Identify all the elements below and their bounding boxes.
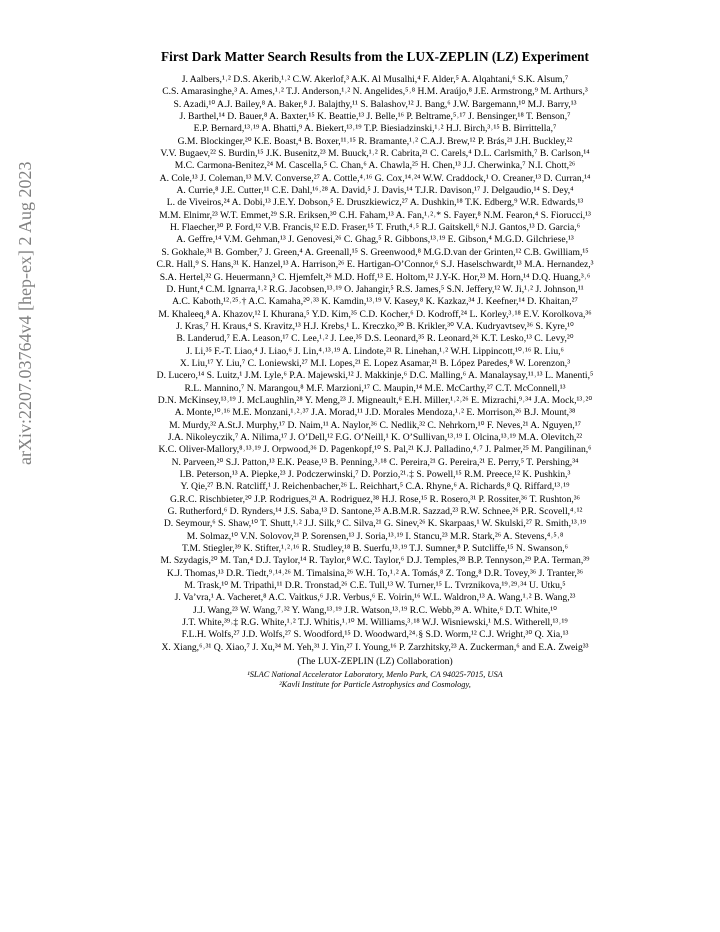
author-line: K.J. Thomas,¹³ D.R. Tiedt,⁹˒¹⁴˒²⁶ M. Timalsina,²⁶ W.H. To,¹˒² A. Tomás,⁸ Z. Tong,⁸ D.R. Tovey,³⁶ J. Tranter,³⁶ xyxy=(166,567,584,579)
author-line: M. Murdy,³² A.St.J. Murphy,¹⁷ D. Naim,¹¹ A. Naylor,³⁶ C. Nedlik,³² C. Nehrkorn,¹⁰ F. Neves,²¹ A. Nguyen,¹⁷ xyxy=(169,419,581,431)
paper-title: First Dark Matter Search Results from the LUX-ZEPLIN (LZ) Experiment xyxy=(161,49,589,64)
collaboration-name: (The LUX-ZEPLIN (LZ) Collaboration) xyxy=(297,656,453,668)
author-line: J. Kras,⁷ H. Kraus,⁴ S. Kravitz,¹³ H.J. Krebs,¹ L. Kreczko,³⁰ B. Krikler,³⁰ V.A. Kudryavtsev,³⁶ S. Kyre,¹⁰ xyxy=(176,320,574,332)
author-line: K.C. Oliver-Mallory,⁸˒¹³˒¹⁹ J. Orpwood,³⁶ D. Pagenkopf,¹⁰ S. Pal,²¹ K.J. Palladino,⁴˒⁷ J. Palmer,²⁵ M. Pangilinan,⁶ xyxy=(158,444,592,456)
author-line: D.N. McKinsey,¹³˒¹⁹ J. McLaughlin,²⁸ Y. Meng,²³ J. Migneault,⁶ E.H. Miller,¹˒²˒²⁶ E. Mizrachi,⁹˒³⁴ J.A. Mock,¹³˒²⁰ xyxy=(157,394,593,406)
author-line: A. Currie,⁸ J.E. Cutter,¹¹ C.E. Dahl,¹⁶˒²⁸ A. David,⁵ J. Davis,¹⁴ T.J.R. Davison,¹⁷ J. Delgaudio,¹⁴ S. Dey,⁴ xyxy=(176,185,574,197)
author-line: J.J. Wang,²³ W. Wang,⁷˒³² Y. Wang,¹³˒¹⁹ J.R. Watson,¹³˒¹⁹ R.C. Webb,³⁹ A. White,⁶ D.T. White,¹⁰ xyxy=(193,604,557,616)
author-line: J.A. Nikoleyczik,⁷ A. Nilima,¹⁷ J. O’Dell,¹² F.G. O’Neill,¹ K. O’Sullivan,¹³˒¹⁹ I. Olcina,¹³˒¹⁹ M.A. Olevitch,²² xyxy=(167,431,583,443)
arxiv-identifier: arXiv:2207.03764v4 [hep-ex] 2 Aug 2023 xyxy=(15,161,35,465)
author-line: M. Szydagis,²⁰ M. Tan,⁴ D.J. Taylor,¹⁴ R. Taylor,⁸ W.C. Taylor,⁶ D.J. Temples,²⁸ B.P. Tennyson,²⁹ P.A. Terman,³⁹ xyxy=(160,555,590,567)
author-line: A. Geffre,¹⁴ V.M. Gehman,¹³ J. Genovesi,²⁶ C. Ghag,⁵ R. Gibbons,¹³˒¹⁹ E. Gibson,⁴ M.G.D. Gilchriese,¹³ xyxy=(176,234,574,246)
author-line: H. Flaecher,³⁰ P. Ford,¹² V.B. Francis,¹² E.D. Fraser,¹⁵ T. Fruth,⁴˒⁵ R.J. Gaitskell,⁶ N.J. Gantos,¹³ D. Garcia,⁶ xyxy=(169,222,581,234)
author-line: D. Seymour,⁶ S. Shaw,¹⁰ T. Shutt,¹˒² J.J. Silk,⁹ C. Silva,²¹ G. Sinev,²⁶ K. Skarpaas,¹ W. Skulski,²⁷ R. Smith,¹³˒¹⁹ xyxy=(163,518,587,530)
author-line: T.M. Stiegler,³⁹ K. Stifter,¹˒²˒¹⁶ R. Studley,¹⁸ B. Suerfu,¹³˒¹⁹ T.J. Sumner,⁸ P. Sutcliffe,¹⁵ N. Swanson,⁶ xyxy=(181,543,569,555)
author-line: G.R.C. Rischbieter,²⁰ J.P. Rodrigues,²¹ A. Rodriguez,³⁸ H.J. Rose,¹⁵ R. Rosero,³¹ P. Rossiter,³⁶ T. Rushton,³⁶ xyxy=(169,493,581,505)
author-line: M. Solmaz,¹⁰ V.N. Solovov,²¹ P. Sorensen,¹³ J. Soria,¹³˒¹⁹ I. Stancu,²³ M.R. Stark,²⁶ A. Stevens,⁴˒⁵˒⁸ xyxy=(186,530,564,542)
affiliation-line: ²Kavli Institute for Particle Astrophysics and Cosmology, xyxy=(279,680,471,690)
author-line: J. Li,³⁵ F.-T. Liao,⁴ J. Liao,⁶ J. Lin,⁴˒¹³˒¹⁹ A. Lindote,²¹ R. Linehan,¹˒² W.H. Lippincott,¹⁰˒¹⁶ R. Liu,⁶ xyxy=(186,345,564,357)
author-line: D. Hunt,⁴ C.M. Ignarra,¹˒² R.G. Jacobsen,¹³˒¹⁹ O. Jahangir,⁵ R.S. James,⁵ S.N. Jeffery,¹² W. Ji,¹˒² J. Johnson,¹¹ xyxy=(166,283,584,295)
affiliation-line: ¹SLAC National Accelerator Laboratory, Menlo Park, CA 94025-7015, USA xyxy=(247,670,503,680)
author-line: B. Landerud,⁷ E.A. Leason,¹⁷ C. Lee,¹˒² J. Lee,³⁵ D.S. Leonard,³⁵ R. Leonard,²⁶ K.T. Lesko,¹³ C. Levy,²⁰ xyxy=(176,333,574,345)
author-line: A. Monte,¹⁰˒¹⁶ M.E. Monzani,¹˒²˒³⁷ J.A. Morad,¹¹ J.D. Morales Mendoza,¹˒² E. Morrison,²⁶ B.J. Mount,³⁸ xyxy=(174,407,576,419)
author-line: C.S. Amarasinghe,³ A. Ames,¹˒² T.J. Anderson,¹˒² N. Angelides,⁵˒⁸ H.M. Araújo,⁸ J.E. Armstrong,⁹ M. Arthurs,³ xyxy=(162,86,588,98)
author-line: V.V. Bugaev,²² S. Burdin,¹⁵ J.K. Busenitz,²³ M. Buuck,¹˒² R. Cabrita,²¹ C. Carels,⁴ D.L. Carlsmith,⁷ B. Carlson,¹⁴ xyxy=(160,148,590,160)
author-line: L. de Viveiros,²⁴ A. Dobi,¹³ J.E.Y. Dobson,⁵ E. Druszkiewicz,²⁷ A. Dushkin,¹⁸ T.K. Edberg,⁹ W.R. Edwards,¹³ xyxy=(166,197,584,209)
author-line: S. Gokhale,³¹ B. Gomber,⁷ J. Green,⁴ A. Greenall,¹⁵ S. Greenwood,⁸ M.G.D.van der Grinten,¹² C.B. Gwilliam,¹⁵ xyxy=(161,246,589,258)
author-line: I.B. Peterson,¹³ A. Piepke,²³ J. Podczerwinski,⁷ D. Porzio,²¹˒‡ S. Powell,¹⁵ R.M. Preece,¹² K. Pushkin,³ xyxy=(179,469,571,480)
author-line: J. Barthel,¹⁴ D. Bauer,⁸ A. Baxter,¹⁵ K. Beattie,¹³ J. Belle,¹⁶ P. Beltrame,⁵˒¹⁷ J. Bensinger,¹⁸ T. Benson,⁷ xyxy=(179,111,571,123)
paper-header xyxy=(70,48,680,690)
author-line: N. Parveen,²⁰ S.J. Patton,¹³ E.K. Pease,¹³ B. Penning,³˒¹⁸ C. Pereira,²¹ G. Pereira,²¹ E. Perry,⁵ T. Pershing,³⁴ xyxy=(171,456,579,468)
author-line: G.M. Blockinger,²⁰ K.E. Boast,⁴ B. Boxer,¹¹˒¹⁵ R. Bramante,¹˒² C.A.J. Brew,¹² P. Brás,²¹ J.H. Buckley,²² xyxy=(177,135,573,147)
author-line: G. Rutherford,⁶ D. Rynders,¹⁴ J.S. Saba,¹³ D. Santone,²⁵ A.B.M.R. Sazzad,²³ R.W. Schnee,²⁶ P.R. Scovell,⁴˒¹² xyxy=(167,506,583,518)
author-line: M. Trask,¹⁰ M. Tripathi,¹¹ D.R. Tronstad,²⁶ C.E. Tull,¹³ W. Turner,¹⁵ L. Tvrznikova,¹⁹˒²⁹˒³⁴ U. Utku,⁵ xyxy=(184,580,566,592)
author-line: Y. Qie,²⁷ B.N. Ratcliff,¹ J. Reichenbacher,²⁶ L. Reichhart,⁵ C.A. Rhyne,⁶ A. Richards,⁸ Q. Riffard,¹³˒¹⁹ xyxy=(180,481,570,493)
author-line: X. Xiang,⁶˒³¹ Q. Xiao,⁷ J. Xu,³⁴ M. Yeh,³¹ J. Yin,²⁷ I. Young,¹⁶ P. Zarzhitsky,²³ A. Zuckerman,⁶ and E.A. Zweig³³ xyxy=(161,641,589,653)
author-line: D. Lucero,¹⁴ S. Luitz,¹ J.M. Lyle,⁶ P.A. Majewski,¹² J. Makkinje,⁶ D.C. Malling,⁶ A. Manalaysay,¹¹˒¹³ L. Manenti,⁵ xyxy=(156,370,594,382)
author-line: X. Liu,¹⁷ Y. Liu,⁷ C. Loniewski,²⁷ M.I. Lopes,²¹ E. Lopez Asamar,²¹ B. López Paredes,⁸ W. Lorenzon,³ xyxy=(179,357,571,369)
author-line: E.P. Bernard,¹³˒¹⁹ A. Bhatti,⁹ A. Biekert,¹³˒¹⁹ T.P. Biesiadzinski,¹˒² H.J. Birch,³˒¹⁵ B. Birrittella,⁷ xyxy=(193,123,557,135)
author-line: A.C. Kaboth,¹²˒²⁵˒† A.C. Kamaha,²⁰˒³³ K. Kamdin,¹³˒¹⁹ V. Kasey,⁸ K. Kazkaz,³⁴ J. Keefner,¹⁴ D. Khaitan,²⁷ xyxy=(172,296,578,308)
author-line: M.C. Carmona-Benitez,²⁴ M. Cascella,⁵ C. Chan,⁶ A. Chawla,²⁵ H. Chen,¹³ J.J. Cherwinka,⁷ N.I. Chott,²⁶ xyxy=(174,160,576,172)
author-line: S.A. Hertel,³² G. Heuermann,³ C. Hjemfelt,²⁶ M.D. Hoff,¹³ E. Holtom,¹² J.Y-K. Hor,²³ M. Horn,¹⁴ D.Q. Huang,³˒⁶ xyxy=(159,271,591,283)
author-line: R.L. Mannino,⁷ N. Marangou,⁸ M.F. Marzioni,¹⁷ C. Maupin,¹⁴ M.E. McCarthy,²⁷ C.T. McConnell,¹³ xyxy=(184,382,566,394)
author-list xyxy=(70,74,680,654)
author-line: M. Khaleeq,⁸ A. Khazov,¹² I. Khurana,⁵ Y.D. Kim,³⁵ C.D. Kocher,⁶ D. Kodroff,²⁴ L. Korley,³˒¹⁸ E.V. Korolkova,³⁶ xyxy=(158,308,592,320)
author-line: F.L.H. Wolfs,²⁷ J.D. Wolfs,²⁷ S. Woodford,¹⁵ D. Woodward,²⁴˒§ S.D. Worm,¹² C.J. Wright,³⁰ Q. Xia,¹³ xyxy=(181,629,569,641)
author-line: A. Cole,¹³ J. Coleman,¹³ M.V. Converse,²⁷ A. Cottle,⁴˒¹⁶ G. Cox,¹⁴˒²⁴ W.W. Craddock,¹ O. Creaner,¹³ D. Curran,¹⁴ xyxy=(159,172,591,184)
author-line: M.M. Elnimr,²³ W.T. Emmet,²⁹ S.R. Eriksen,³⁰ C.H. Faham,¹³ A. Fan,¹˒²˒* S. Fayer,⁸ N.M. Fearon,⁴ S. Fiorucci,¹³ xyxy=(159,209,591,221)
author-line: J. Va’vra,¹ A. Vacheret,⁸ A.C. Vaitkus,⁶ J.R. Verbus,⁶ E. Voirin,¹⁶ W.L. Waldron,¹³ A. Wang,¹˒² B. Wang,²³ xyxy=(174,592,576,604)
author-line: C.R. Hall,⁹ S. Hans,³¹ K. Hanzel,¹³ A. Harrison,²⁶ E. Hartigan-O’Connor,⁶ S.J. Haselschwardt,¹³ M.A. Hernandez,³ xyxy=(156,259,594,271)
author-line: J. Aalbers,¹˒² D.S. Akerib,¹˒² C.W. Akerlof,³ A.K. Al Musalhi,⁴ F. Alder,⁵ A. Alqahtani,⁶ S.K. Alsum,⁷ xyxy=(181,74,569,85)
author-line: S. Azadi,¹⁰ A.J. Bailey,⁸ A. Baker,⁸ J. Balajthy,¹¹ S. Balashov,¹² J. Bang,⁶ J.W. Bargemann,¹⁰ M.J. Barry,¹³ xyxy=(173,98,577,110)
author-line: J.T. White,³⁹˒‡ R.G. White,¹˒² T.J. Whitis,¹˒¹⁰ M. Williams,³˒¹⁸ W.J. Wisniewski,¹ M.S. Witherell,¹³˒¹⁹ xyxy=(182,617,568,629)
affiliation-list xyxy=(70,670,680,690)
